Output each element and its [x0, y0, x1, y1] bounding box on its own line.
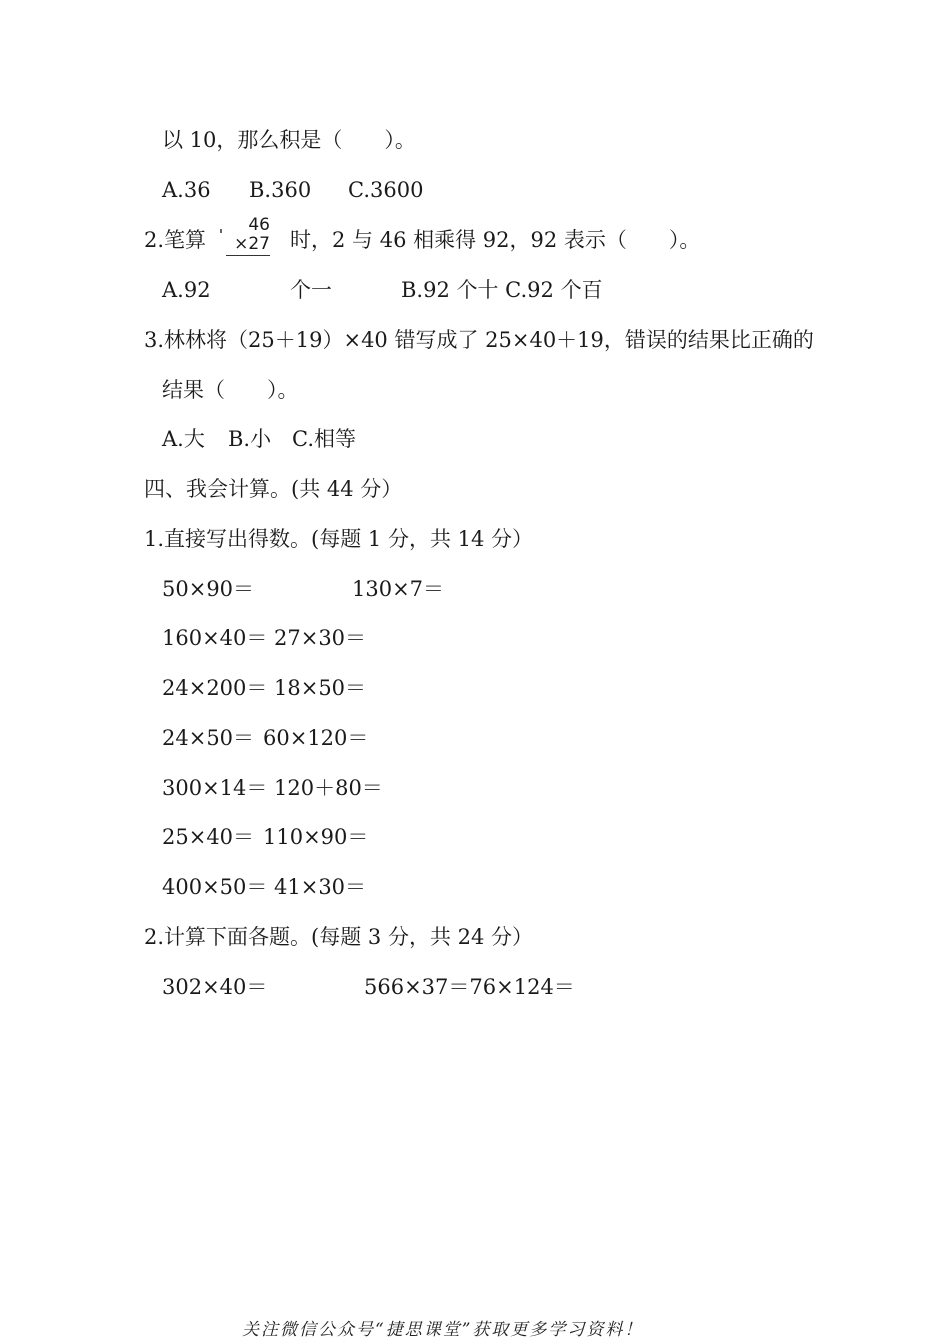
section-4-heading: 四、我会计算。(共 44 分） — [144, 477, 403, 501]
oral-item: 50×90＝ — [162, 577, 255, 601]
vertical-bottom-number: ×27 — [234, 234, 270, 254]
q1-option-b[interactable]: B.360 — [249, 178, 312, 202]
oral-item: 41×30＝ — [274, 875, 367, 899]
oral-item: 120＋80＝ — [274, 776, 383, 800]
q1-option-c[interactable]: C.3600 — [348, 178, 424, 202]
oral-item: 130×7＝ — [352, 577, 445, 601]
vertical-calc-mark — [220, 229, 222, 233]
written-item: 302×40＝ — [162, 975, 268, 999]
q2-text: 时，2 与 46 相乘得 92，92 表示（ ）。 — [290, 228, 701, 252]
vertical-top-number: 46 — [248, 215, 270, 235]
oral-item: 25×40＝ — [162, 825, 255, 849]
oral-item: 24×200＝ — [162, 676, 268, 700]
q3-option-b[interactable]: B.小 — [228, 427, 272, 451]
subsection-1-heading: 1.直接写出得数。(每题 1 分，共 14 分） — [144, 527, 534, 551]
q1-option-a[interactable]: A.36 — [162, 178, 211, 202]
q3-text-line2: 结果（ ）。 — [162, 378, 299, 402]
oral-item: 27×30＝ — [274, 626, 367, 650]
vertical-rule — [226, 255, 270, 256]
q3-option-c[interactable]: C.相等 — [292, 427, 356, 451]
oral-item: 60×120＝ — [263, 726, 369, 750]
vertical-multiplication — [226, 216, 270, 256]
q3-option-a[interactable]: A.大 — [162, 427, 205, 451]
oral-item: 18×50＝ — [274, 676, 367, 700]
oral-item: 24×50＝ — [162, 726, 255, 750]
oral-item: 300×14＝ — [162, 776, 268, 800]
footer-watermark: 关注微信公众号“捷思课堂”获取更多学习资料！ — [242, 1320, 644, 1340]
q1-continuation: 以 10，那么积是（ ）。 — [162, 128, 416, 152]
q2-prefix: 2.笔算 — [144, 228, 207, 252]
subsection-2-heading: 2.计算下面各题。(每题 3 分，共 24 分） — [144, 925, 534, 949]
q2-options-bc[interactable]: B.92 个十 C.92 个百 — [401, 278, 603, 302]
oral-item: 400×50＝ — [162, 875, 268, 899]
oral-item: 160×40＝ — [162, 626, 268, 650]
oral-item: 110×90＝ — [263, 825, 369, 849]
q3-text-line1: 3.林林将（25＋19）×40 错写成了 25×40＋19，错误的结果比正确的 — [144, 328, 814, 352]
q2-option-a-unit: 个一 — [290, 278, 332, 302]
q2-option-a[interactable]: A.92 — [162, 278, 211, 302]
written-item: 566×37＝76×124＝ — [364, 975, 575, 999]
